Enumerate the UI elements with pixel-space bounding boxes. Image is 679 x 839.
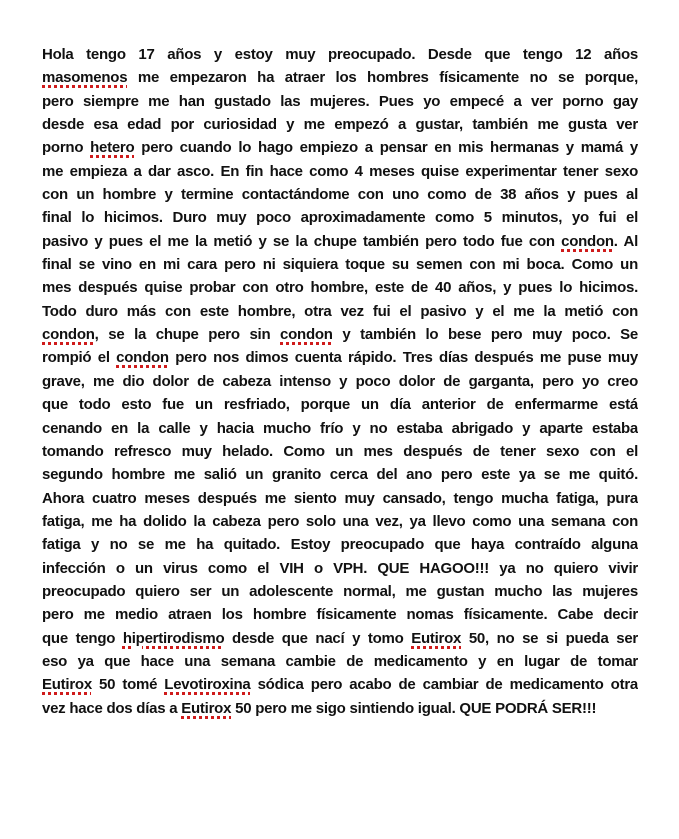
text-line: [42, 136, 638, 159]
text-segment: desde esa edad por curiosidad y me empezó a gustar, también me gusta ver: [42, 116, 638, 134]
text-segment: preocupado quiero ser un adolescente normal, me gustan mucho las mujeres: [42, 582, 638, 600]
text-line: [42, 230, 638, 253]
text-line: [42, 253, 638, 276]
text-line: [42, 300, 638, 323]
text-segment: eso ya que hace una semana cambie de medicamento y en lugar de tomar: [42, 652, 638, 670]
text-segment: porno: [42, 139, 91, 157]
text-line: [42, 323, 638, 346]
text-line: [42, 90, 638, 113]
text-segment: final se vino en mi cara pero ni siquiera toque su semen con mi boca. Como un: [42, 256, 638, 274]
text-segment: Todo duro más con este hombre, otra vez fui el pasivo y el me la metió con: [42, 302, 638, 320]
text-line: [42, 113, 638, 136]
misspelled-word: hetero: [90, 139, 135, 157]
text-line: [42, 557, 638, 580]
text-segment: tomando refresco muy helado. Como un mes después de tener sexo con el: [42, 442, 638, 460]
text-segment: desde que nací y tomo: [224, 629, 412, 647]
text-line: [42, 276, 638, 299]
text-segment: pero siempre me han gustado las mujeres. Pues yo empecé a ver porno gay: [42, 92, 638, 110]
text-segment: pasivo y pues el me la metió y se la chupe también pero todo fue con: [42, 232, 562, 250]
text-segment: mes después quise probar con otro hombre, este de 40 años, y pues lo hicimos.: [42, 279, 638, 297]
text-segment: pero me medio atraen los hombre físicamente nomas físicamente. Cabe decir: [42, 606, 638, 624]
text-line: [42, 533, 638, 556]
text-segment: 50 pero me sigo sintiendo igual. QUE PODRÁ SER!!!: [231, 699, 597, 717]
text-segment: final lo hicimos. Duro muy poco aproximadamente como 5 minutos, yo fui el: [42, 209, 638, 227]
text-line: [42, 393, 638, 416]
text-segment: rompió el: [42, 349, 117, 367]
text-line: [42, 627, 638, 650]
text-segment: . Al: [613, 232, 638, 250]
text-line: [42, 160, 638, 183]
misspelled-word: Eutirox: [181, 699, 232, 717]
text-segment: pero cuando lo hago empiezo a pensar en mis hermanas y mamá y: [134, 139, 638, 157]
text-segment: vez hace dos días a: [42, 699, 182, 717]
text-line: [42, 697, 638, 720]
misspelled-word: condon: [280, 326, 333, 344]
text-segment: fatiga, me ha dolido la cabeza pero solo una vez, ya llevo como una semana con: [42, 512, 638, 530]
misspelled-word: condon: [116, 349, 169, 367]
text-line: [42, 370, 638, 393]
text-segment: fatiga y no se me ha quitado. Estoy preocupado que haya contraído alguna: [42, 536, 638, 554]
text-segment: sódica pero acabo de cambiar de medicamento otra: [250, 676, 638, 694]
text-line: [42, 346, 638, 369]
text-line: [42, 206, 638, 229]
text-line: [42, 650, 638, 673]
text-line: [42, 43, 638, 66]
text-segment: Ahora cuatro meses después me siento muy cansado, tengo mucha fatiga, pura: [42, 489, 638, 507]
text-segment: que todo esto fue un resfriado, porque un día anterior de enfermarme está: [42, 396, 638, 414]
text-segment: pero nos dimos cuenta rápido. Tres días después me puse muy: [168, 349, 638, 367]
text-line: [42, 440, 638, 463]
text-line: [42, 417, 638, 440]
text-segment: segundo hombre me salió un granito cerca del ano pero este ya se me quitó.: [42, 466, 638, 484]
text-segment: Hola tengo 17 años y estoy muy preocupado. Desde que tengo 12 años: [42, 46, 638, 63]
misspelled-word: condon: [42, 326, 95, 344]
text-segment: 50 tomé: [91, 676, 165, 694]
text-line: [42, 673, 638, 696]
misspelled-word: Levotiroxina: [164, 676, 251, 694]
text-line: [42, 463, 638, 486]
text-segment: y también lo bese pero muy poco. Se: [332, 326, 638, 344]
text-line: [42, 580, 638, 603]
misspelled-word: masomenos: [42, 69, 128, 87]
text-segment: que tengo: [42, 629, 123, 647]
text-line: [42, 66, 638, 89]
text-line: [42, 603, 638, 626]
text-segment: , se la chupe pero sin: [94, 326, 281, 344]
text-segment: 50, no se si pueda ser: [461, 629, 638, 647]
text-line: [42, 510, 638, 533]
text-segment: cenando en la calle y hacia mucho frío y no estaba abrigado y aparte estaba: [42, 419, 638, 437]
text-segment: infección o un virus como el VIH o VPH. QUE HAGOO!!! ya no quiero vivir: [42, 559, 638, 577]
text-segment: me empieza a dar asco. En fin hace como 4 meses quise experimentar tener sexo: [42, 162, 638, 180]
document-text: [42, 43, 638, 720]
text-segment: grave, me dio dolor de cabeza intenso y poco dolor de garganta, pero yo creo: [42, 372, 638, 390]
text-segment: me empezaron ha atraer los hombres físicamente no se porque,: [127, 69, 638, 87]
text-segment: con un hombre y termine contactándome con uno como de 38 años y pues al: [42, 186, 638, 204]
misspelled-word: condon: [561, 232, 614, 250]
misspelled-word: hipertirodismo: [122, 629, 225, 647]
misspelled-word: Eutirox: [411, 629, 462, 647]
text-line: [42, 183, 638, 206]
text-line: [42, 487, 638, 510]
misspelled-word: Eutirox: [42, 676, 92, 694]
